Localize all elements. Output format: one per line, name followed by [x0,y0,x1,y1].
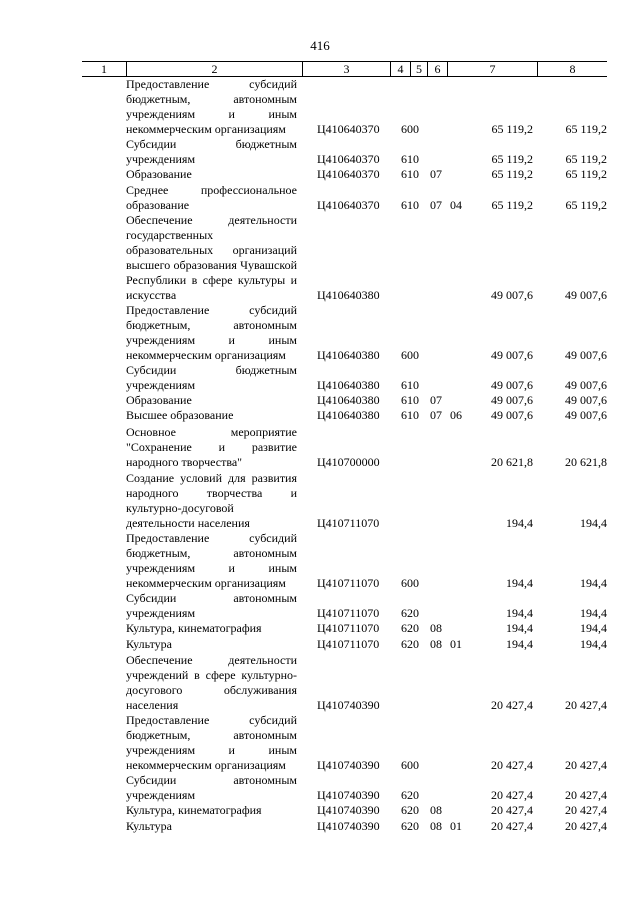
row-vr: 620 [401,606,419,620]
row-code: Ц410640370 [317,167,380,181]
row-name: Культура [126,637,172,651]
row-value-1: 194,4 [506,516,533,530]
row-rz: 07 [430,408,442,422]
row-name: Культура, кинематография [126,621,262,635]
row-rz: 08 [430,621,442,635]
row-vr: 600 [401,576,419,590]
row-code: Ц410640380 [317,393,380,407]
row-code: Ц410640380 [317,408,380,422]
page-number: 416 [310,38,330,53]
row-value-1: 49 007,6 [491,288,533,302]
header-col-1: 1 [101,62,107,76]
row-vr: 600 [401,348,419,362]
row-vr: 620 [401,788,419,802]
row-value-2: 194,4 [580,637,607,651]
row-value-2: 49 007,6 [565,393,607,407]
row-name: Высшее образование [126,408,234,422]
row-value-1: 65 119,2 [491,122,533,136]
row-value-1: 49 007,6 [491,378,533,392]
row-value-2: 65 119,2 [565,167,607,181]
row-name: Обеспечение деятельности учреждений в сфере культурно-досугового обслуживания населения [126,653,297,712]
row-name: Культура, кинематография [126,803,262,817]
row-rz: 08 [430,637,442,651]
row-vr: 610 [401,152,419,166]
row-pr: 01 [450,819,462,833]
row-value-2: 49 007,6 [565,408,607,422]
row-value-1: 194,4 [506,576,533,590]
row-value-2: 49 007,6 [565,348,607,362]
row-value-2: 49 007,6 [565,288,607,302]
row-value-1: 20 621,8 [491,455,533,469]
row-value-1: 194,4 [506,637,533,651]
row-value-2: 49 007,6 [565,378,607,392]
row-value-2: 194,4 [580,606,607,620]
row-code: Ц410711070 [317,576,380,590]
row-value-1: 20 427,4 [491,819,533,833]
row-value-2: 65 119,2 [565,198,607,212]
row-vr: 610 [401,198,419,212]
row-name: Предоставление субсидий бюджетным, автономным учреждениям и иным некоммерческим организациям [126,713,297,772]
row-code: Ц410640380 [317,378,380,392]
row-value-2: 194,4 [580,516,607,530]
row-value-2: 20 427,4 [565,803,607,817]
row-code: Ц410640380 [317,288,380,302]
row-vr: 620 [401,621,419,635]
row-code: Ц410700000 [317,455,380,469]
row-value-2: 20 427,4 [565,788,607,802]
row-value-1: 49 007,6 [491,348,533,362]
row-pr: 01 [450,637,462,651]
row-value-1: 20 427,4 [491,803,533,817]
row-name: Создание условий для развития народного творчества и культурно-досуговой деятельности населения [126,471,297,530]
row-value-1: 49 007,6 [491,408,533,422]
row-name: Образование [126,393,192,407]
row-name: Среднее профессиональное образование [126,183,297,212]
row-value-2: 20 427,4 [565,758,607,772]
row-code: Ц410640380 [317,348,380,362]
row-value-2: 194,4 [580,621,607,635]
row-rz: 08 [430,819,442,833]
row-rz: 07 [430,167,442,181]
row-code: Ц410740390 [317,788,380,802]
row-name: Субсидии автономным учреждениям [126,773,297,802]
row-vr: 620 [401,637,419,651]
row-value-2: 20 427,4 [565,698,607,712]
row-value-1: 49 007,6 [491,393,533,407]
row-value-2: 20 621,8 [565,455,607,469]
header-col-3: 3 [302,62,390,76]
row-value-2: 20 427,4 [565,819,607,833]
row-code: Ц410711070 [317,606,380,620]
row-vr: 610 [401,378,419,392]
row-name: Образование [126,167,192,181]
row-name: Основное мероприятие "Сохранение и развитие народного творчества" [126,425,297,469]
header-col-5: 5 [410,62,427,76]
row-code: Ц410711070 [317,516,380,530]
row-code: Ц410711070 [317,621,380,635]
row-value-2: 65 119,2 [565,152,607,166]
row-code: Ц410740390 [317,819,380,833]
row-value-1: 194,4 [506,606,533,620]
row-name: Субсидии бюджетным учреждениям [126,363,297,392]
row-value-2: 65 119,2 [565,122,607,136]
row-code: Ц410740390 [317,803,380,817]
row-value-1: 194,4 [506,621,533,635]
row-value-1: 65 119,2 [491,167,533,181]
row-vr: 610 [401,408,419,422]
row-name: Предоставление субсидий бюджетным, автономным учреждениям и иным некоммерческим организациям [126,303,297,362]
row-name: Субсидии автономным учреждениям [126,591,297,620]
row-name: Предоставление субсидий бюджетным, автономным учреждениям и иным некоммерческим организациям [126,77,297,136]
row-code: Ц410640370 [317,198,380,212]
header-col-6: 6 [427,62,447,76]
row-value-1: 65 119,2 [491,198,533,212]
row-value-2: 194,4 [580,576,607,590]
row-pr: 04 [450,198,462,212]
row-vr: 600 [401,758,419,772]
row-name: Субсидии бюджетным учреждениям [126,137,297,166]
row-code: Ц410740390 [317,758,380,772]
table-header [82,61,607,77]
header-col-8: 8 [537,62,607,76]
row-code: Ц410711070 [317,637,380,651]
row-name: Культура [126,819,172,833]
row-value-1: 20 427,4 [491,788,533,802]
row-code: Ц410640370 [317,122,380,136]
row-vr: 610 [401,393,419,407]
row-vr: 600 [401,122,419,136]
row-vr: 610 [401,167,419,181]
row-vr: 620 [401,819,419,833]
row-vr: 620 [401,803,419,817]
row-rz: 07 [430,198,442,212]
row-value-1: 65 119,2 [491,152,533,166]
header-col-7: 7 [447,62,537,76]
header-col-2: 2 [126,62,302,76]
row-name: Обеспечение деятельности государственных образовательных организаций высшего образования Чувашской Республики в сфере культуры и искусства [126,213,297,302]
row-value-1: 20 427,4 [491,698,533,712]
row-rz: 08 [430,803,442,817]
row-code: Ц410740390 [317,698,380,712]
row-rz: 07 [430,393,442,407]
row-name: Предоставление субсидий бюджетным, автономным учреждениям и иным некоммерческим организациям [126,531,297,590]
row-pr: 06 [450,408,462,422]
header-col-4: 4 [390,62,410,76]
row-value-1: 20 427,4 [491,758,533,772]
row-code: Ц410640370 [317,152,380,166]
